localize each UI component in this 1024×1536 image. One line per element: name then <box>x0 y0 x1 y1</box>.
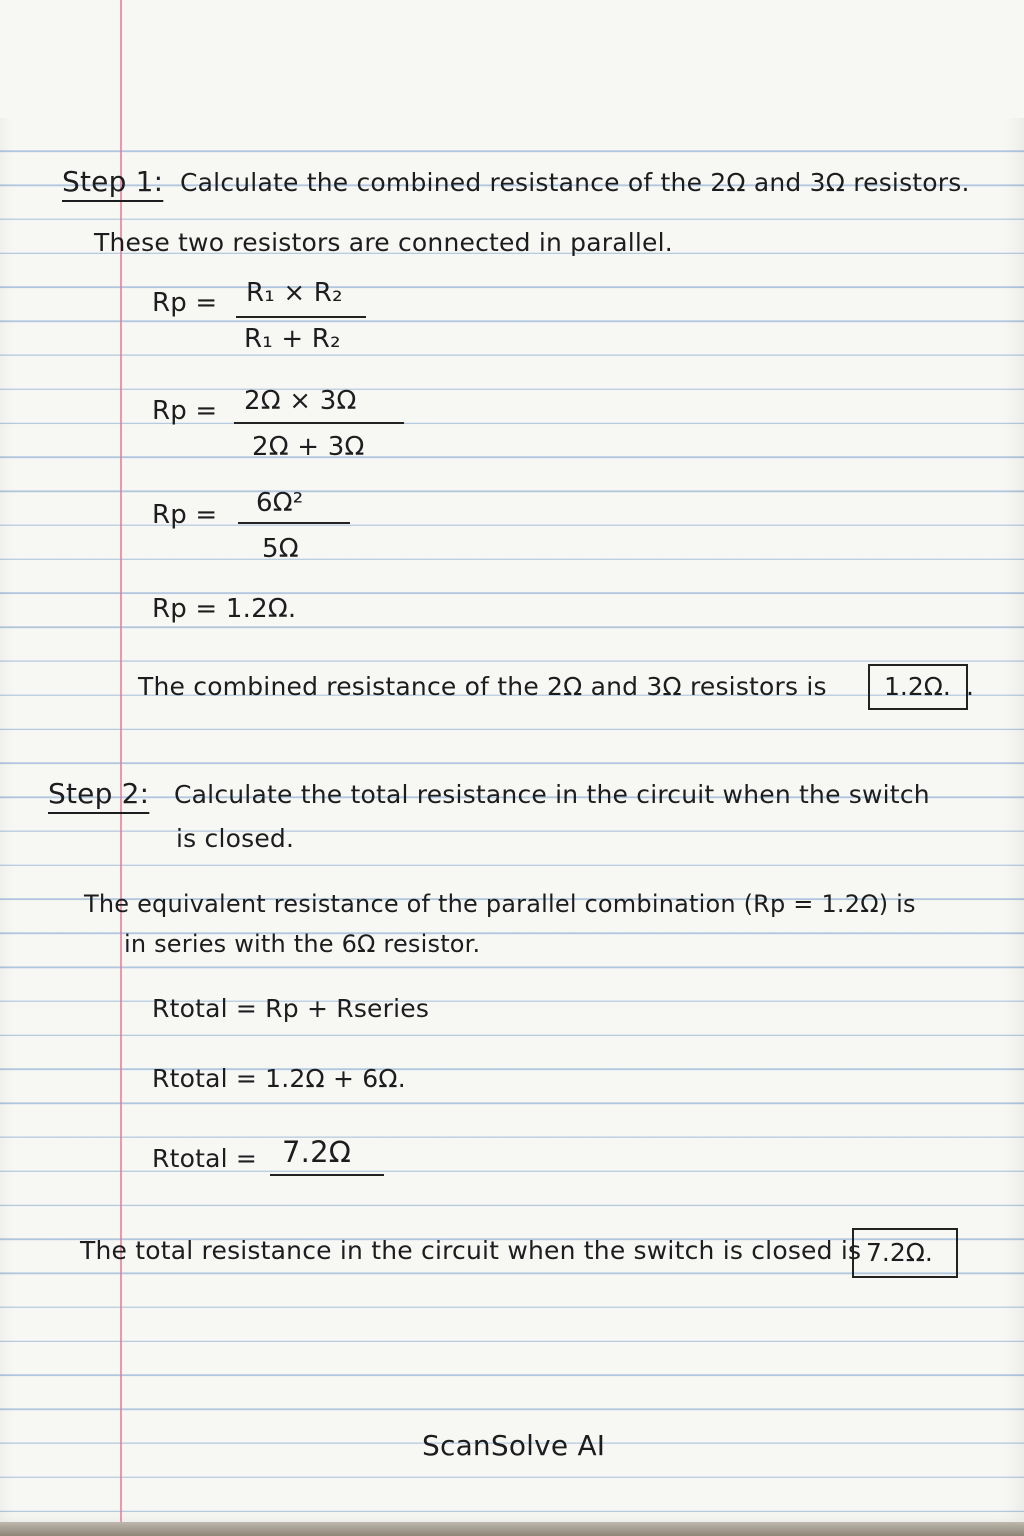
table-edge <box>0 1522 1024 1536</box>
step2-eq3-rhs: 7.2Ω <box>282 1135 352 1169</box>
step2-intro-line1: The equivalent resistance of the parallel combination (Rp = 1.2Ω) is <box>84 890 916 918</box>
paper-top-margin <box>0 0 1024 118</box>
step1-intro: These two resistors are connected in parallel. <box>94 228 673 257</box>
step1-eq3-numerator: 6Ω² <box>256 488 304 518</box>
step1-end-punct: . <box>966 672 975 701</box>
fraction-bar <box>234 422 404 424</box>
fraction-bar <box>238 522 350 524</box>
step1-title: Calculate the combined resistance of the 2Ω and 3Ω resistors. <box>180 168 970 197</box>
step2-title-line1: Calculate the total resistance in the circuit when the switch <box>174 780 930 809</box>
step2-heading: Step 2: <box>48 777 150 810</box>
step1-answer: 1.2Ω. <box>884 672 951 701</box>
step2-eq1: Rtotal = Rp + Rseries <box>152 994 430 1023</box>
step1-eq4: Rp = 1.2Ω. <box>152 594 297 624</box>
step1-conclusion: The combined resistance of the 2Ω and 3Ω resistors is <box>138 672 827 701</box>
step1-eq2-denominator: 2Ω + 3Ω <box>252 432 365 462</box>
step1-eq1-lhs: Rp = <box>152 288 218 318</box>
step1-eq3-denominator: 5Ω <box>262 534 299 564</box>
step2-conclusion: The total resistance in the circuit when the switch is closed is <box>80 1236 862 1265</box>
step2-intro-line2: in series with the 6Ω resistor. <box>124 930 481 958</box>
result-underline <box>270 1174 384 1176</box>
step2-title-line2: is closed. <box>176 824 295 853</box>
step1-heading: Step 1: <box>62 165 164 198</box>
step1-eq1-numerator: R₁ × R₂ <box>246 278 343 308</box>
step1-eq3-lhs: Rp = <box>152 500 218 530</box>
step2-answer: 7.2Ω. <box>866 1238 933 1267</box>
step2-eq2: Rtotal = 1.2Ω + 6Ω. <box>152 1064 406 1093</box>
footer-brand: ScanSolve AI <box>422 1429 606 1462</box>
step1-eq1-denominator: R₁ + R₂ <box>244 324 341 354</box>
step1-eq2-numerator: 2Ω × 3Ω <box>244 386 357 416</box>
fraction-bar <box>236 316 366 318</box>
step2-eq3-lhs: Rtotal = <box>152 1144 258 1173</box>
step1-eq2-lhs: Rp = <box>152 396 218 426</box>
